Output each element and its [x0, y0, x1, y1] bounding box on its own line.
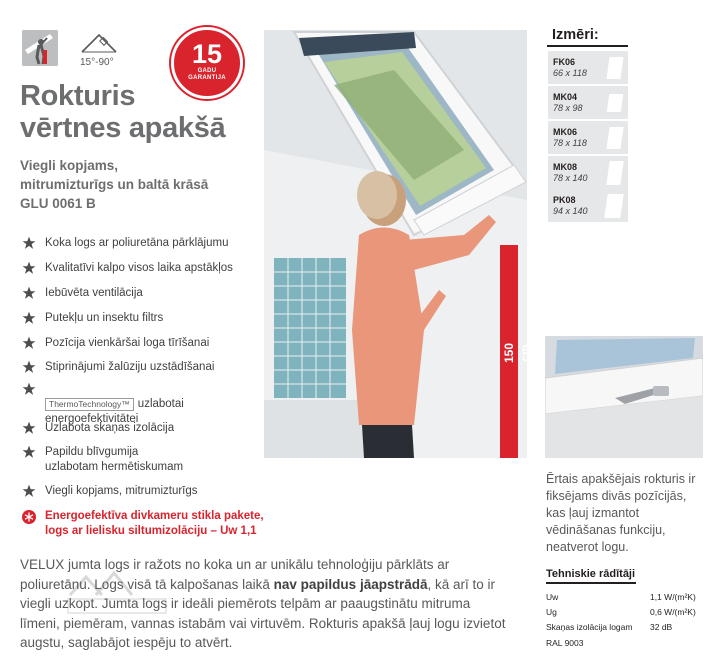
snowflake-icon — [22, 510, 36, 524]
size-dimensions: 66 x 118 — [553, 68, 587, 78]
size-option — [548, 156, 628, 189]
size-option — [548, 189, 628, 222]
tech-spec-row — [546, 607, 704, 617]
feature-item — [22, 286, 143, 301]
description-bold: nav papildus jāapstrādā — [273, 576, 428, 592]
sizes-heading: Izmēri: — [552, 27, 599, 43]
sizes-divider — [547, 45, 628, 47]
tech-spec-row — [546, 638, 704, 648]
feature-text: Uzlabota skaņas izolācija — [45, 422, 175, 434]
size-option — [548, 86, 628, 119]
feature-text: Kvalitatīvi kalpo visos laika apstākļos — [45, 262, 233, 274]
window-shape-icon — [606, 161, 623, 185]
star-icon — [22, 421, 36, 435]
tech-spec-label: Skaņas izolācija logam — [546, 622, 633, 632]
size-option — [548, 51, 628, 84]
tech-specs-heading: Tehniskie rādītāji — [546, 568, 636, 580]
thermotechnology-badge: ThermoTechnology™ — [45, 398, 134, 411]
size-dimensions: 78 x 98 — [553, 103, 583, 113]
tech-spec-value: 1,1 W/(m²K) — [650, 592, 696, 602]
feature-item — [22, 484, 198, 499]
star-icon — [22, 484, 36, 498]
tech-spec-label: RAL 9003 — [546, 638, 584, 648]
feature-item — [22, 261, 233, 276]
feature-item — [22, 311, 163, 326]
size-option — [548, 121, 628, 154]
feature-text: Iebūvēta ventilācija — [45, 287, 143, 299]
star-icon — [22, 336, 36, 350]
size-dimensions: 78 x 140 — [553, 173, 588, 183]
size-code: FK06 — [553, 57, 576, 67]
size-dimensions: 94 x 140 — [553, 206, 588, 216]
description-part-2: , kā arī to ir viegli uzkopt. Jumta logs ir ideāli piemērots telpām ar paaugstinātu mitruma līmeni, piemēram, vannas istabām vai virtuvēm. Rokturis apakšā ļauj logu izvietot augstu, saglabājot iespēju to atvērt. — [20, 576, 506, 650]
star-icon — [22, 445, 36, 459]
handle-caption: Ērtais apakšējais rokturis ir fiksējams divās pozīcijās, kas ļauj izmantot vēdināšanas funkciju, neatverot logu. — [546, 472, 696, 554]
feature-text: Putekļu un insektu filtrs — [45, 312, 164, 324]
product-subtitle: Viegli kopjams, mitrumizturīgs un baltā krāsā GLU 0061 B — [20, 158, 209, 211]
feature-text: Stiprinājumi žalūziju uzstādīšanai — [45, 361, 215, 373]
tech-spec-value: 0,6 W/(m²K) — [650, 607, 696, 617]
product-description — [20, 555, 510, 653]
feature-item — [22, 445, 183, 475]
window-shape-icon — [604, 194, 623, 218]
tech-spec-value: 32 dB — [650, 622, 673, 632]
size-dimensions: 78 x 118 — [553, 138, 587, 148]
feature-item — [22, 336, 209, 351]
product-photo — [264, 30, 532, 458]
star-icon — [22, 261, 36, 275]
tech-spec-label: Ug — [546, 607, 557, 617]
feature-item — [22, 236, 228, 251]
star-icon — [22, 236, 36, 250]
feature-item — [22, 360, 214, 375]
roof-pitch-icon — [80, 30, 118, 56]
window-shape-icon — [607, 94, 624, 112]
roof-angle-range: 15°-90° — [80, 57, 114, 68]
guarantee-unit: GADU — [197, 68, 217, 74]
tech-spec-label: Uw — [546, 592, 559, 602]
window-operation-icon — [22, 30, 58, 66]
star-icon — [22, 360, 36, 374]
feature-text: Papildu blīvgumija uzlabotam hermētiskumam — [45, 446, 184, 473]
size-code: MK04 — [553, 92, 578, 102]
energy-efficiency-note — [22, 509, 264, 539]
feature-text: Pozīcija vienkāršai loga tīrīšanai — [45, 337, 210, 349]
tech-spec-row — [546, 592, 704, 602]
window-shape-icon — [606, 57, 623, 79]
description-part-1: VELUX jumta logs ir ražots no koka un ar unikālu tehnoloģiju pārklāts ar poliuretānu. Logs visā tā kalpošanas laikā — [20, 557, 450, 592]
size-code: MK06 — [553, 127, 578, 137]
tech-spec-row — [546, 622, 704, 632]
size-code: PK08 — [553, 195, 576, 205]
height-indicator-label: 150 cm — [502, 342, 532, 364]
feature-text: Viegli kopjams, mitrumizturīgs — [45, 485, 198, 497]
guarantee-years: 15 — [191, 39, 223, 69]
size-code: MK08 — [553, 162, 578, 172]
star-icon — [22, 286, 36, 300]
feature-text: Koka logs ar poliuretāna pārklājumu — [45, 237, 229, 249]
guarantee-label: GARANTIJA — [188, 75, 226, 81]
feature-item — [22, 421, 174, 436]
energy-efficiency-text: Energoefektīva divkameru stikla pakete, logs ar lielisku siltumizolāciju – Uw 1,1 — [45, 510, 264, 537]
star-icon — [22, 311, 36, 325]
tech-specs-divider — [546, 582, 636, 584]
handle-detail-photo — [545, 336, 703, 458]
feature-text: uzlabotai energoefektivitātei — [45, 398, 184, 425]
window-shape-icon — [606, 127, 623, 149]
product-title: Rokturis vērtnes apakšā — [20, 80, 226, 144]
star-icon — [22, 382, 36, 396]
